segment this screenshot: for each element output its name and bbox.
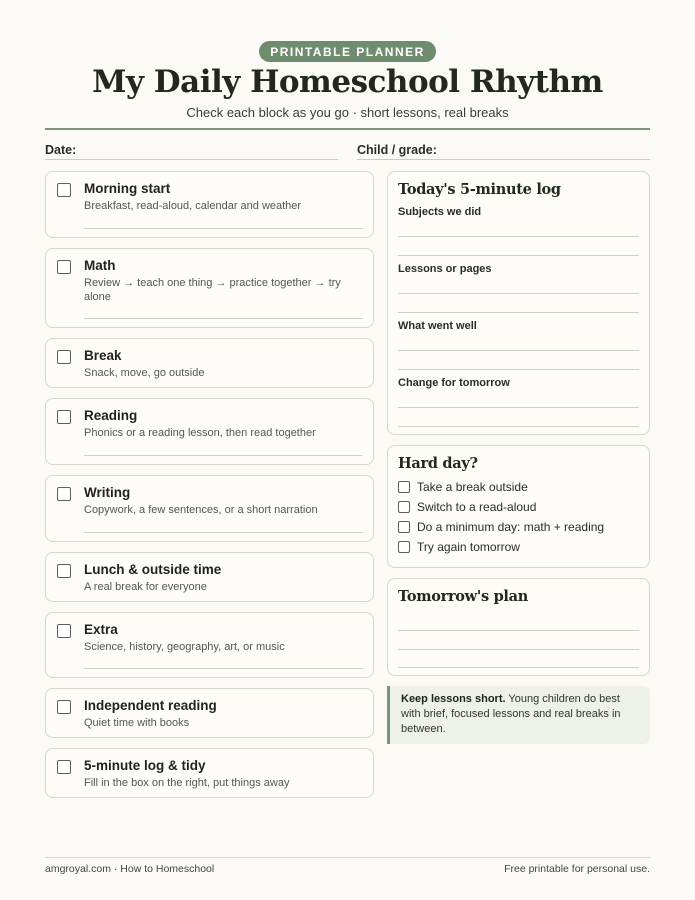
block-checkbox[interactable]	[57, 624, 71, 638]
block-title: Math	[84, 258, 116, 273]
block-title: Writing	[84, 485, 131, 500]
block-writing	[45, 475, 374, 542]
block-write-line[interactable]	[84, 455, 363, 456]
block-write-line[interactable]	[84, 228, 363, 229]
log-line[interactable]	[398, 426, 639, 427]
hard-day-item-label: Take a break outside	[417, 480, 528, 494]
block-title: 5-minute log & tidy	[84, 758, 206, 773]
date-field-line[interactable]	[45, 159, 338, 160]
block-reading	[45, 398, 374, 465]
hard-day-item[interactable]	[398, 500, 536, 514]
tip-bold: Keep lessons short.	[401, 693, 506, 705]
header-divider	[45, 128, 650, 130]
block-description: Science, history, geography, art, or music	[84, 641, 285, 653]
hard-day-item-label: Switch to a read-aloud	[417, 500, 537, 514]
block-write-line[interactable]	[84, 318, 363, 319]
block-independent-reading	[45, 688, 374, 738]
block-morning-start	[45, 171, 374, 238]
block-description: A real break for everyone	[84, 581, 207, 593]
hard-day-item[interactable]	[398, 480, 528, 494]
block-description: Phonics or a reading lesson, then read together	[84, 427, 316, 439]
tip-text: Young children do best with brief, focused lessons and real breaks in between.	[401, 693, 621, 735]
hard-day-checkbox[interactable]	[398, 501, 410, 513]
page-title: My Daily Homeschool Rhythm	[92, 64, 603, 100]
block-checkbox[interactable]	[57, 564, 71, 578]
block-checkbox[interactable]	[57, 760, 71, 774]
block-lunch-outside	[45, 552, 374, 602]
tip-callout	[387, 686, 650, 744]
hard-day-checkbox[interactable]	[398, 541, 410, 553]
log-label-went-well: What went well	[398, 320, 477, 332]
plan-line[interactable]	[398, 630, 639, 631]
log-line[interactable]	[398, 312, 639, 313]
log-line[interactable]	[398, 369, 639, 370]
hard-day-panel	[387, 445, 650, 568]
log-line[interactable]	[398, 255, 639, 256]
block-math	[45, 248, 374, 328]
daily-log-panel	[387, 171, 650, 435]
hard-day-item-label: Do a minimum day: math + reading	[417, 520, 605, 534]
block-description: Copywork, a few sentences, or a short narration	[84, 504, 318, 516]
log-label-lessons: Lessons or pages	[398, 263, 492, 275]
footer-source: amgroyal.com · How to Homeschool	[45, 863, 215, 875]
block-break	[45, 338, 374, 388]
log-line[interactable]	[398, 293, 639, 294]
block-title: Morning start	[84, 181, 171, 196]
planner-badge: PRINTABLE PLANNER	[259, 41, 436, 62]
block-description: Breakfast, read-aloud, calendar and weather	[84, 200, 302, 212]
page-subtitle: Check each block as you go · short lessons, real breaks	[186, 105, 509, 120]
date-label: Date:	[45, 143, 77, 157]
block-log-tidy	[45, 748, 374, 798]
log-label-subjects: Subjects we did	[398, 206, 482, 218]
hard-day-item[interactable]	[398, 520, 604, 534]
plan-line[interactable]	[398, 667, 639, 668]
block-title: Reading	[84, 408, 138, 423]
child-grade-field-line[interactable]	[357, 159, 650, 160]
footer-divider	[45, 857, 650, 858]
block-title: Lunch & outside time	[84, 562, 222, 577]
log-line[interactable]	[398, 236, 639, 237]
block-description: Review → teach one thing → practice together → try alone	[84, 277, 341, 303]
block-checkbox[interactable]	[57, 350, 71, 364]
hard-day-checkbox[interactable]	[398, 521, 410, 533]
block-checkbox[interactable]	[57, 700, 71, 714]
plan-line[interactable]	[398, 649, 639, 650]
footer-license: Free printable for personal use.	[504, 863, 650, 875]
block-description: Quiet time with books	[84, 717, 190, 729]
block-checkbox[interactable]	[57, 183, 71, 197]
block-write-line[interactable]	[84, 668, 363, 669]
tomorrow-plan-title: Tomorrow's plan	[398, 588, 528, 605]
block-checkbox[interactable]	[57, 487, 71, 501]
hard-day-checkbox[interactable]	[398, 481, 410, 493]
block-title: Break	[84, 348, 122, 363]
block-title: Independent reading	[84, 698, 217, 713]
block-description: Snack, move, go outside	[84, 367, 205, 379]
log-line[interactable]	[398, 350, 639, 351]
block-checkbox[interactable]	[57, 260, 71, 274]
child-grade-label: Child / grade:	[357, 143, 437, 157]
tomorrow-plan-panel	[387, 578, 650, 676]
block-checkbox[interactable]	[57, 410, 71, 424]
log-label-change: Change for tomorrow	[398, 377, 510, 389]
block-description: Fill in the box on the right, put things away	[84, 777, 290, 789]
hard-day-item-label: Try again tomorrow	[417, 540, 520, 554]
block-title: Extra	[84, 622, 118, 637]
hard-day-item[interactable]	[398, 540, 520, 554]
log-panel-title: Today's 5-minute log	[398, 181, 561, 198]
log-line[interactable]	[398, 407, 639, 408]
block-write-line[interactable]	[84, 532, 363, 533]
hard-day-title: Hard day?	[398, 455, 478, 472]
block-extra	[45, 612, 374, 678]
